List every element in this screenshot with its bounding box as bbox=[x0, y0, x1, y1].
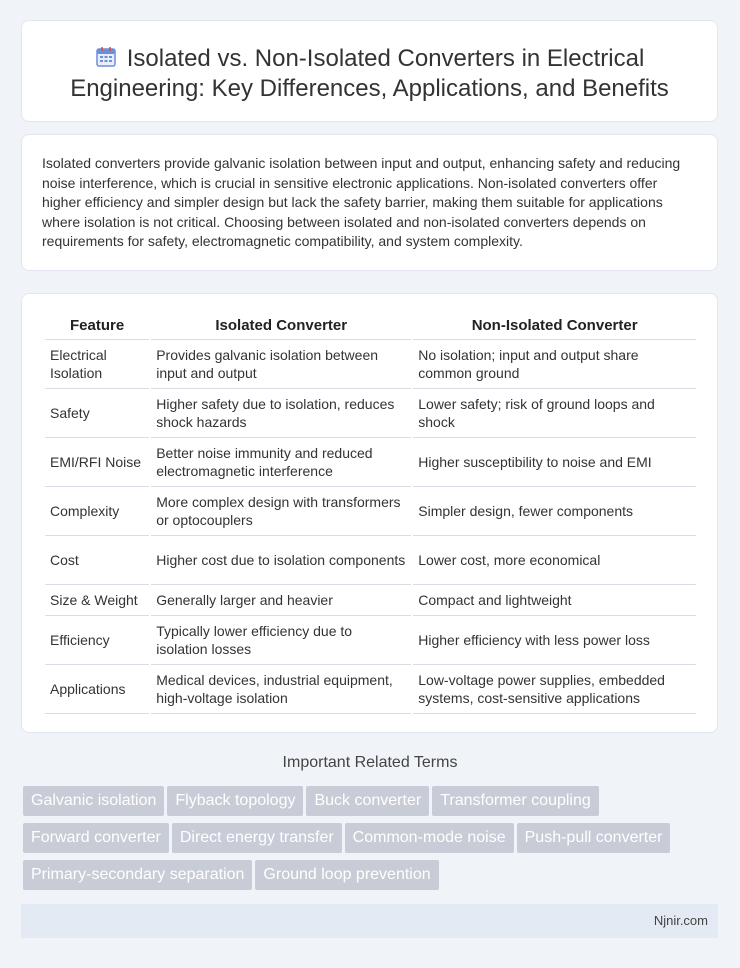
isolated-cell: Provides galvanic isolation between input and output bbox=[151, 340, 411, 389]
table-row bbox=[45, 616, 696, 665]
non-isolated-cell: Compact and lightweight bbox=[413, 585, 696, 616]
page-title-text: Isolated vs. Non-Isolated Converters in Electrical Engineering: Key Differences, Applications, and Benefits bbox=[70, 45, 669, 102]
non-isolated-cell: Lower cost, more economical bbox=[413, 536, 696, 585]
header-feature: Feature bbox=[45, 313, 149, 340]
feature-cell: Cost bbox=[45, 536, 149, 585]
related-term-tag[interactable]: Ground loop prevention bbox=[255, 860, 438, 890]
table-row bbox=[45, 585, 696, 616]
non-isolated-cell: Low-voltage power supplies, embedded systems, cost-sensitive applications bbox=[413, 665, 696, 714]
isolated-cell: Typically lower efficiency due to isolation losses bbox=[151, 616, 411, 665]
related-term-tag[interactable]: Primary-secondary separation bbox=[23, 860, 252, 890]
isolated-cell: Higher safety due to isolation, reduces shock hazards bbox=[151, 389, 411, 438]
page-title bbox=[22, 21, 717, 104]
related-term-tag[interactable]: Flyback topology bbox=[167, 786, 303, 816]
table-row bbox=[45, 665, 696, 714]
table-row bbox=[45, 487, 696, 536]
isolated-cell: More complex design with transformers or optocouplers bbox=[151, 487, 411, 536]
comparison-table-card bbox=[21, 293, 718, 733]
isolated-cell: Better noise immunity and reduced electromagnetic interference bbox=[151, 438, 411, 487]
related-term-tag[interactable]: Transformer coupling bbox=[432, 786, 599, 816]
footer-site-name[interactable]: Njnir.com bbox=[653, 913, 708, 928]
title-card bbox=[21, 20, 718, 122]
related-term-tag[interactable]: Galvanic isolation bbox=[23, 786, 164, 816]
table-row bbox=[45, 340, 696, 389]
related-term-tag[interactable]: Push-pull converter bbox=[517, 823, 671, 853]
related-terms-heading: Important Related Terms bbox=[282, 754, 458, 771]
feature-cell: Electrical Isolation bbox=[45, 340, 149, 389]
header-isolated: Isolated Converter bbox=[151, 313, 411, 340]
feature-cell: Complexity bbox=[45, 487, 149, 536]
non-isolated-cell: Higher susceptibility to noise and EMI bbox=[413, 438, 696, 487]
related-term-tag[interactable]: Forward converter bbox=[23, 823, 169, 853]
non-isolated-cell: Simpler design, fewer components bbox=[413, 487, 696, 536]
isolated-cell: Higher cost due to isolation components bbox=[151, 536, 411, 585]
non-isolated-cell: Lower safety; risk of ground loops and shock bbox=[413, 389, 696, 438]
intro-paragraph: Isolated converters provide galvanic isolation between input and output, enhancing safety and reducing noise interference, which is crucial in sensitive electronic applications. Non-isolated converters offer higher efficiency and simpler design but lack the safety barrier, making them suitable for applications where isolation is not critical. Choosing between isolated and non-isolated converters depends on requirements for safety, electromagnetic compatibility, and system complexity. bbox=[42, 155, 681, 249]
non-isolated-cell: Higher efficiency with less power loss bbox=[413, 616, 696, 665]
intro-card bbox=[21, 134, 718, 271]
header-non-isolated: Non-Isolated Converter bbox=[413, 313, 696, 340]
related-terms-list bbox=[23, 786, 723, 897]
table-row bbox=[45, 438, 696, 487]
isolated-cell: Generally larger and heavier bbox=[151, 585, 411, 616]
feature-cell: Efficiency bbox=[45, 616, 149, 665]
isolated-cell: Medical devices, industrial equipment, high-voltage isolation bbox=[151, 665, 411, 714]
feature-cell: Size & Weight bbox=[45, 585, 149, 616]
calendar-icon bbox=[95, 46, 117, 68]
table-header-row bbox=[45, 313, 696, 340]
feature-cell: Safety bbox=[45, 389, 149, 438]
footer bbox=[21, 904, 718, 938]
feature-cell: Applications bbox=[45, 665, 149, 714]
table-row bbox=[45, 389, 696, 438]
table-row bbox=[45, 536, 696, 585]
related-term-tag[interactable]: Direct energy transfer bbox=[172, 823, 342, 853]
non-isolated-cell: No isolation; input and output share common ground bbox=[413, 340, 696, 389]
related-term-tag[interactable]: Common-mode noise bbox=[345, 823, 514, 853]
feature-cell: EMI/RFI Noise bbox=[45, 438, 149, 487]
comparison-table bbox=[43, 313, 698, 714]
related-term-tag[interactable]: Buck converter bbox=[306, 786, 429, 816]
